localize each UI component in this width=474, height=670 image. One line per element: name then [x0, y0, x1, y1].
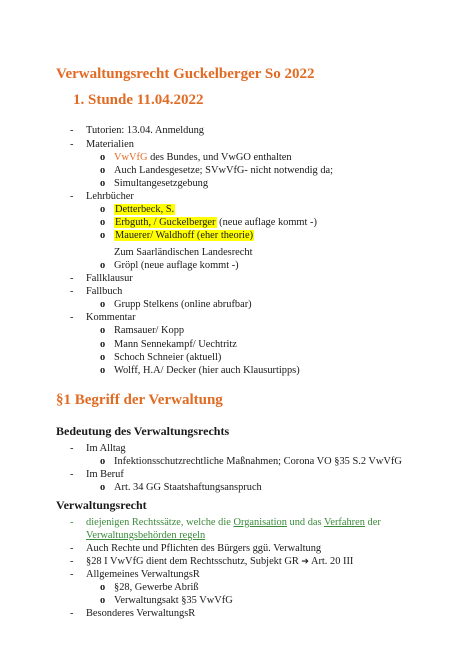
list-item: Fallklausur [86, 273, 133, 284]
dash-bullet: - [70, 556, 74, 567]
list-item: Lehrbücher [86, 191, 134, 202]
arrow-right-icon: ➔ [301, 557, 309, 567]
highlighted-text: Detterbeck, S. [115, 204, 175, 215]
circle-bullet: o [100, 482, 106, 493]
list-item: Art. 34 GG Staatshaftungsanspruch [114, 482, 262, 493]
list-item: Schoch Schneier (aktuell) [114, 352, 222, 363]
circle-bullet: o [100, 582, 106, 593]
list-item: §28, Gewerbe Abriß [114, 582, 199, 593]
circle-bullet: o [100, 204, 106, 215]
list-item-text: (neue auflage kommt -) [216, 217, 317, 228]
list-item: Grupp Stelkens (online abrufbar) [114, 299, 252, 310]
list-item: Besonderes VerwaltungsR [86, 608, 196, 619]
dash-bullet: - [70, 125, 74, 136]
list-item-text: des Bundes, und VwGO enthalten [147, 152, 292, 163]
section-heading: §1 Begriff der Verwaltung [56, 392, 223, 408]
list-item: Tutorien: 13.04. Anmeldung [86, 125, 204, 136]
dash-bullet: - [70, 191, 74, 202]
circle-bullet: o [100, 165, 106, 176]
underlined-term: Verfahren [323, 517, 365, 528]
list-item [114, 216, 317, 229]
list-item: Auch Rechte und Pflichten des Bürgers ggü. Verwaltung [86, 543, 322, 554]
list-item: Im Alltag [86, 443, 126, 454]
list-item: Gröpl (neue auflage kommt -) [114, 260, 239, 271]
list-item [114, 229, 254, 242]
circle-bullet: o [100, 178, 106, 189]
dash-bullet: - [70, 608, 74, 619]
list-item [86, 516, 381, 529]
list-item: Fallbuch [86, 286, 123, 297]
list-item [114, 151, 292, 164]
list-item: Mann Sennekampf/ Uechtritz [114, 339, 237, 350]
circle-bullet: o [100, 217, 106, 228]
list-note: Zum Saarländischen Landesrecht [114, 247, 253, 258]
dash-bullet: - [70, 469, 74, 480]
circle-bullet: o [100, 230, 106, 241]
dash-bullet: - [70, 569, 74, 580]
circle-bullet: o [100, 339, 106, 350]
lesson-heading: 1. Stunde 11.04.2022 [73, 92, 204, 108]
list-item: Allgemeines VerwaltungsR [86, 569, 200, 580]
list-item: Simultangesetzgebung [114, 178, 209, 189]
list-item: Im Beruf [86, 469, 124, 480]
list-item: Wolff, H.A/ Decker (hier auch Klausurtipps) [114, 365, 300, 376]
list-item: Kommentar [86, 312, 136, 323]
dash-bullet: - [70, 543, 74, 554]
underlined-term: Organisation [233, 517, 287, 528]
vwvfg-term: VwVfG [114, 152, 148, 163]
circle-bullet: o [100, 352, 106, 363]
list-item: Materialien [86, 139, 134, 150]
dash-bullet: - [70, 139, 74, 150]
subsection-heading: Bedeutung des Verwaltungsrechts [56, 424, 230, 438]
circle-bullet: o [100, 365, 106, 376]
circle-bullet: o [100, 299, 106, 310]
dash-bullet: - [70, 273, 74, 284]
circle-bullet: o [100, 456, 106, 467]
definition-text: der [364, 517, 381, 528]
definition-text: diejenigen Rechtssätze, welche die [86, 517, 234, 528]
list-item [86, 555, 353, 569]
underlined-term: Verwaltungsbehörden regeln [86, 530, 206, 541]
dash-bullet: - [70, 312, 74, 323]
circle-bullet: o [100, 595, 106, 606]
circle-bullet: o [100, 152, 106, 163]
circle-bullet: o [100, 325, 106, 336]
list-item [114, 203, 175, 216]
list-item-text: Art. 20 III [308, 556, 354, 567]
list-item: Verwaltungsakt §35 VwVfG [114, 595, 233, 606]
dash-bullet: - [70, 517, 74, 528]
highlighted-text: Erbguth, / Guckelberger [115, 217, 216, 228]
circle-bullet: o [100, 260, 106, 271]
list-item: Auch Landesgesetze; SVwVfG- nicht notwendig da; [114, 165, 334, 176]
definition-text: und das [286, 517, 324, 528]
subsection-heading: Verwaltungsrecht [56, 498, 147, 512]
list-item-text: §28 I VwVfG dient dem Rechtsschutz, Subjekt GR [86, 556, 302, 567]
list-item: Ramsauer/ Kopp [114, 325, 185, 336]
document-title: Verwaltungsrecht Guckelberger So 2022 [56, 66, 315, 82]
list-item: Infektionsschutzrechtliche Maßnahmen; Corona VO §35 S.2 VwVfG [114, 456, 402, 467]
highlighted-text: Mauerer/ Waldhoff (eher theorie) [115, 230, 254, 241]
dash-bullet: - [70, 443, 74, 454]
dash-bullet: - [70, 286, 74, 297]
